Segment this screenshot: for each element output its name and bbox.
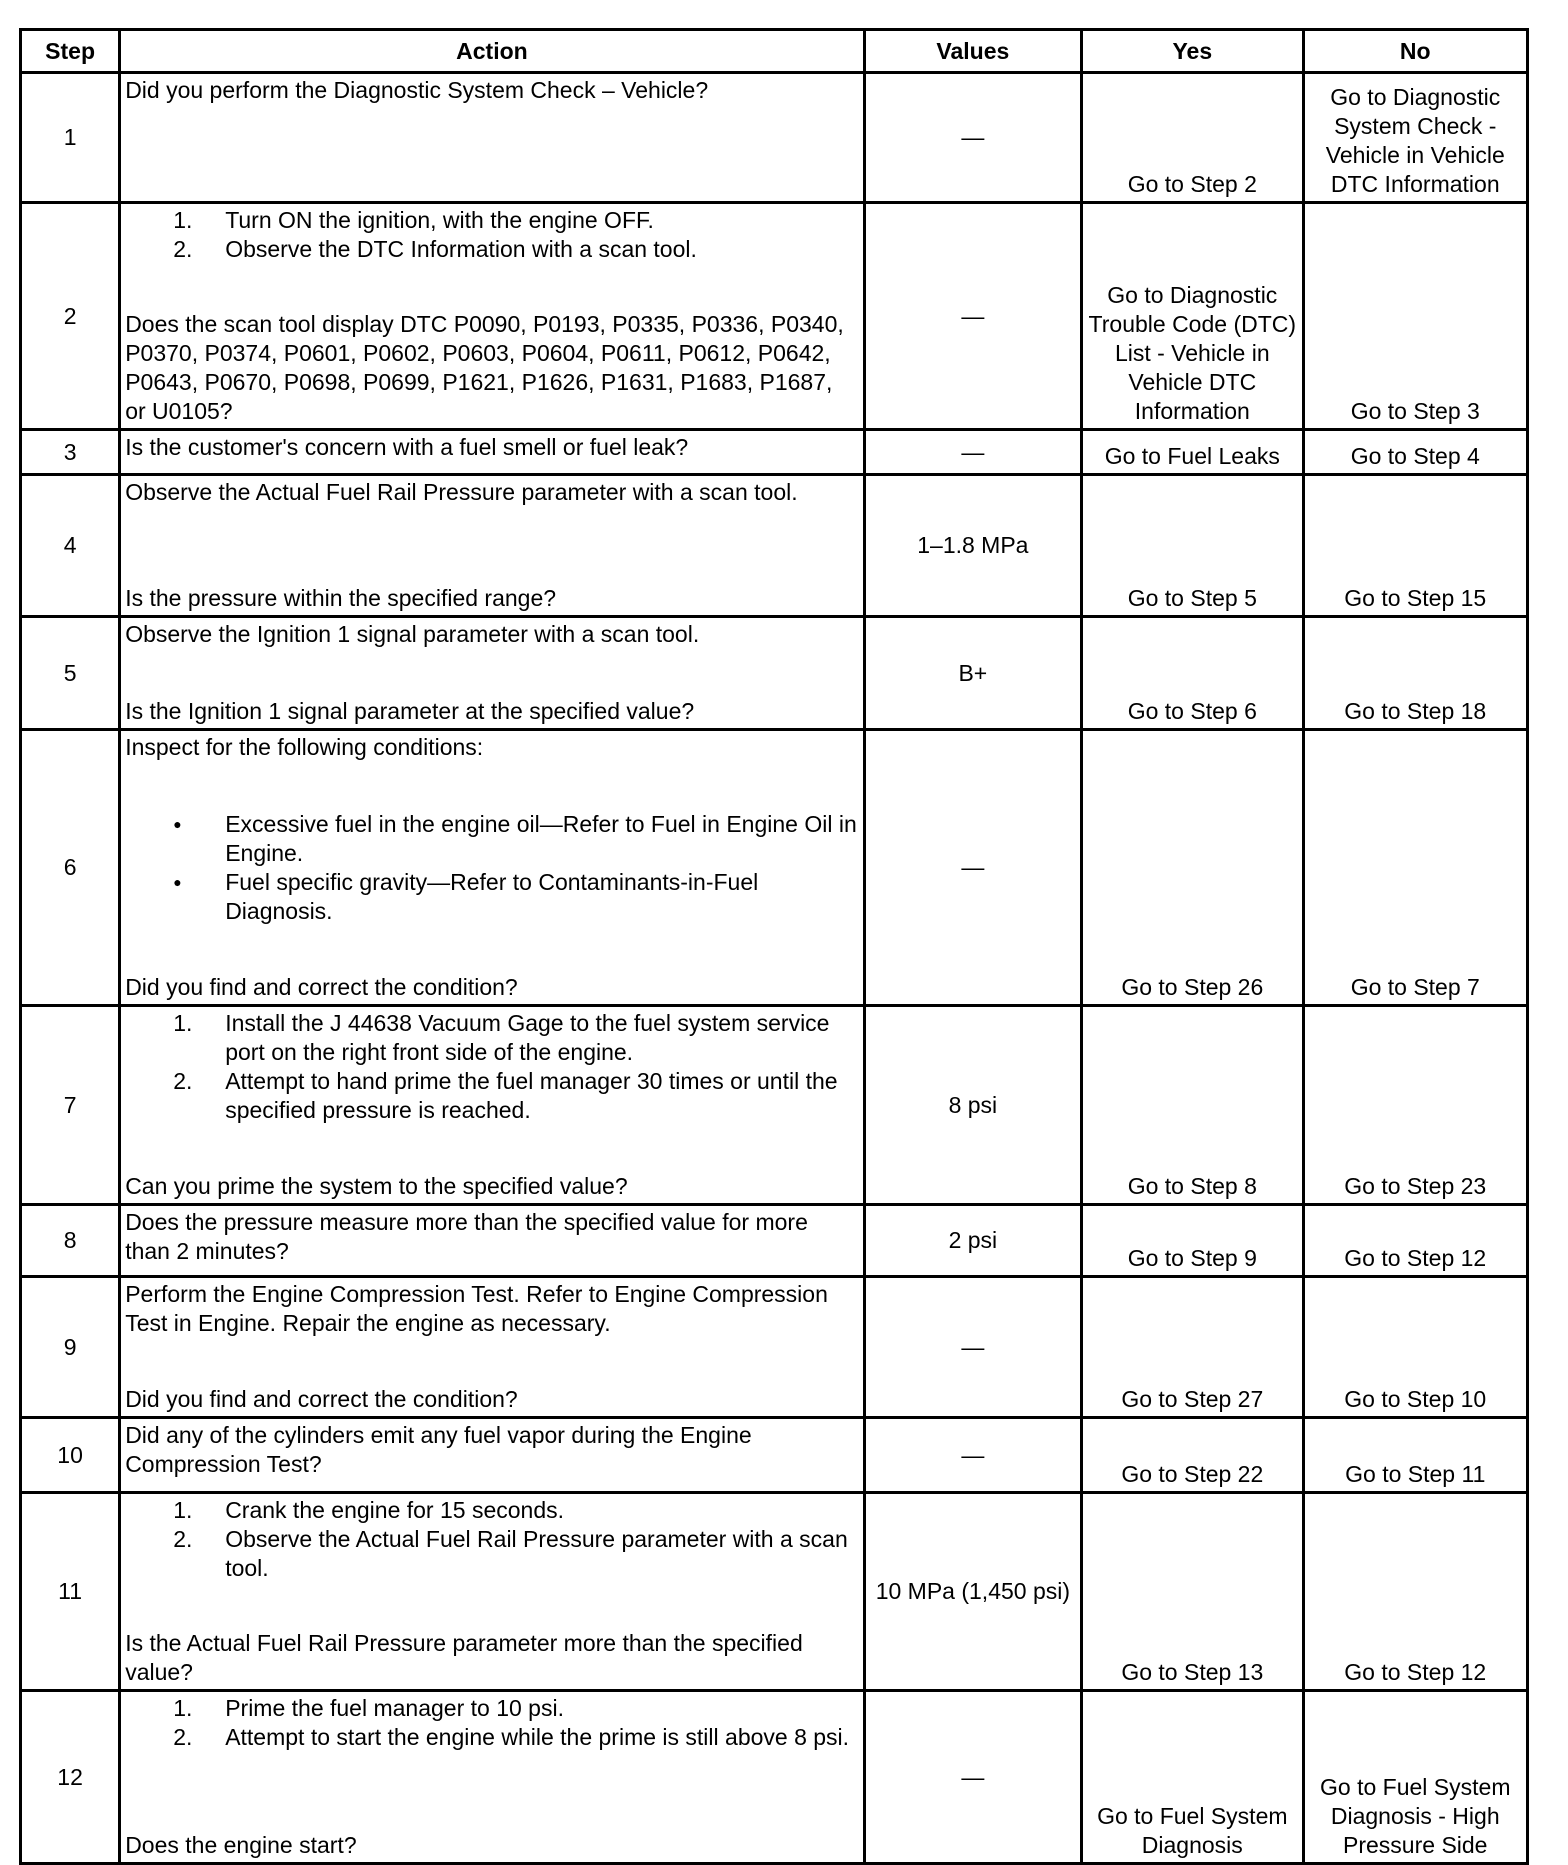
action-content	[121, 1692, 862, 1862]
table-row	[21, 1205, 1528, 1277]
step-number: 4	[21, 475, 120, 617]
no-cell: Go to Step 7	[1303, 730, 1527, 1006]
list-item-text: Attempt to hand prime the fuel manager 30 times or until the specified pressure is reached.	[225, 1068, 838, 1123]
step-number: 11	[21, 1493, 120, 1691]
action-content	[121, 431, 862, 473]
numbered-list	[125, 206, 858, 264]
step-number: 7	[21, 1006, 120, 1205]
header-yes: Yes	[1082, 30, 1303, 73]
step-number: 1	[21, 73, 120, 203]
list-item	[125, 1067, 858, 1125]
action-text: Is the Ignition 1 signal parameter at the specified value?	[125, 698, 695, 724]
no-cell: Go to Step 12	[1303, 1493, 1527, 1691]
action-cell	[120, 1277, 864, 1418]
numbered-list	[125, 1009, 858, 1125]
action-text: Did you find and correct the condition?	[125, 974, 518, 1000]
table-row	[21, 1493, 1528, 1691]
yes-cell: Go to Step 27	[1082, 1277, 1303, 1418]
no-cell: Go to Step 10	[1303, 1277, 1527, 1418]
action-cell	[120, 430, 864, 475]
step-number: 3	[21, 430, 120, 475]
list-item	[125, 235, 858, 264]
value-cell: —	[864, 730, 1081, 1006]
step-number: 8	[21, 1205, 120, 1277]
list-item	[125, 1694, 858, 1723]
yes-cell: Go to Step 5	[1082, 475, 1303, 617]
no-cell: Go to Fuel System Diagnosis - High Pressure Side	[1303, 1691, 1527, 1864]
action-text: Observe the Actual Fuel Rail Pressure parameter with a scan tool.	[125, 479, 798, 505]
table-row	[21, 1006, 1528, 1205]
action-cell	[120, 730, 864, 1006]
value-cell: 8 psi	[864, 1006, 1081, 1205]
yes-cell: Go to Step 2	[1082, 73, 1303, 203]
yes-cell: Go to Step 8	[1082, 1006, 1303, 1205]
list-number: 2.	[173, 1526, 193, 1552]
action-content	[121, 476, 862, 615]
step-number: 9	[21, 1277, 120, 1418]
table-row	[21, 475, 1528, 617]
action-cell	[120, 1006, 864, 1205]
list-item-text: Install the J 44638 Vacuum Gage to the fuel system service port on the right front side of the engine.	[225, 1010, 830, 1065]
no-cell: Go to Step 12	[1303, 1205, 1527, 1277]
value-cell: 2 psi	[864, 1205, 1081, 1277]
header-row	[21, 30, 1528, 73]
action-content	[121, 204, 862, 428]
value-cell: 10 MPa (1,450 psi)	[864, 1493, 1081, 1691]
table-row	[21, 430, 1528, 475]
no-cell: Go to Step 3	[1303, 203, 1527, 430]
list-item	[125, 868, 858, 926]
action-cell	[120, 1493, 864, 1691]
action-content	[121, 1419, 862, 1491]
step-number: 6	[21, 730, 120, 1006]
action-content	[121, 731, 862, 1004]
table-row	[21, 1277, 1528, 1418]
value-cell: —	[864, 203, 1081, 430]
yes-cell: Go to Step 6	[1082, 617, 1303, 730]
list-number: 1.	[173, 1695, 193, 1721]
header-values: Values	[864, 30, 1081, 73]
action-cell	[120, 1418, 864, 1493]
action-text: Can you prime the system to the specified value?	[125, 1173, 628, 1199]
step-number: 12	[21, 1691, 120, 1864]
table-row	[21, 730, 1528, 1006]
action-text: Observe the Ignition 1 signal parameter with a scan tool.	[125, 621, 700, 647]
list-item-text: Turn ON the ignition, with the engine OFF.	[225, 207, 654, 233]
action-text: Is the customer's concern with a fuel smell or fuel leak?	[125, 434, 689, 460]
action-content	[121, 74, 862, 201]
list-number: 1.	[173, 1497, 193, 1523]
list-item	[125, 1525, 858, 1583]
step-number: 5	[21, 617, 120, 730]
action-content	[121, 1007, 862, 1203]
table-row	[21, 1418, 1528, 1493]
action-text: Did you find and correct the condition?	[125, 1386, 518, 1412]
list-item-text: Fuel specific gravity—Refer to Contaminants-in-Fuel Diagnosis.	[225, 868, 759, 924]
action-text: Did you perform the Diagnostic System Check – Vehicle?	[125, 77, 709, 103]
yes-cell: Go to Step 9	[1082, 1205, 1303, 1277]
list-number: 2.	[173, 236, 193, 262]
no-cell: Go to Step 4	[1303, 430, 1527, 475]
action-cell	[120, 617, 864, 730]
no-cell: Go to Diagnostic System Check - Vehicle in Vehicle DTC Information	[1303, 73, 1527, 203]
action-content	[121, 618, 862, 728]
yes-cell: Go to Step 22	[1082, 1418, 1303, 1493]
header-step: Step	[21, 30, 120, 73]
value-cell: B+	[864, 617, 1081, 730]
value-cell: —	[864, 1418, 1081, 1493]
action-cell	[120, 1205, 864, 1277]
no-cell: Go to Step 15	[1303, 475, 1527, 617]
yes-cell: Go to Step 26	[1082, 730, 1303, 1006]
list-item	[125, 810, 858, 868]
list-item	[125, 1496, 858, 1525]
no-cell: Go to Step 11	[1303, 1418, 1527, 1493]
action-text: Did any of the cylinders emit any fuel vapor during the Engine Compression Test?	[125, 1422, 752, 1477]
table-row	[21, 73, 1528, 203]
bullet-list	[125, 810, 858, 926]
list-number: 2.	[173, 1068, 193, 1094]
header-no: No	[1303, 30, 1527, 73]
numbered-list	[125, 1496, 858, 1583]
header-action: Action	[120, 30, 864, 73]
action-text: Is the pressure within the specified range?	[125, 585, 557, 611]
value-cell: 1–1.8 MPa	[864, 475, 1081, 617]
list-item-text: Prime the fuel manager to 10 psi.	[225, 1695, 564, 1721]
step-number: 2	[21, 203, 120, 430]
yes-cell: Go to Step 13	[1082, 1493, 1303, 1691]
yes-cell: Go to Fuel Leaks	[1082, 430, 1303, 475]
action-text: Does the scan tool display DTC P0090, P0193, P0335, P0336, P0340, P0370, P0374, P0601, P0602, P0603, P0604, P0611, P0612, P0642, P0643, P0670, P0698, P0699, P1621, P1626, P1631, P1683, P1687, or U0105?	[125, 311, 844, 424]
action-cell	[120, 475, 864, 617]
action-text: Is the Actual Fuel Rail Pressure parameter more than the specified value?	[125, 1630, 803, 1685]
list-item-text: Attempt to start the engine while the prime is still above 8 psi.	[225, 1724, 850, 1750]
yes-cell: Go to Fuel System Diagnosis	[1082, 1691, 1303, 1864]
numbered-list	[125, 1694, 858, 1752]
value-cell: —	[864, 73, 1081, 203]
diagnostic-table	[19, 28, 1529, 1865]
action-content	[121, 1278, 862, 1416]
yes-cell: Go to Diagnostic Trouble Code (DTC) List - Vehicle in Vehicle DTC Information	[1082, 203, 1303, 430]
list-item-text: Crank the engine for 15 seconds.	[225, 1497, 565, 1523]
list-item	[125, 1723, 858, 1752]
bullet-icon: ●	[173, 815, 182, 832]
action-text: Perform the Engine Compression Test. Refer to Engine Compression Test in Engine. Repair the engine as necessary.	[125, 1281, 828, 1336]
action-cell	[120, 73, 864, 203]
action-content	[121, 1494, 862, 1689]
list-item	[125, 1009, 858, 1067]
no-cell: Go to Step 18	[1303, 617, 1527, 730]
value-cell: —	[864, 1691, 1081, 1864]
action-text: Inspect for the following conditions:	[125, 734, 484, 760]
step-number: 10	[21, 1418, 120, 1493]
list-number: 2.	[173, 1724, 193, 1750]
table-row	[21, 203, 1528, 430]
list-item	[125, 206, 858, 235]
no-cell: Go to Step 23	[1303, 1006, 1527, 1205]
list-number: 1.	[173, 207, 193, 233]
list-item-text: Observe the DTC Information with a scan tool.	[225, 236, 697, 262]
list-number: 1.	[173, 1010, 193, 1036]
value-cell: —	[864, 430, 1081, 475]
action-text: Does the engine start?	[125, 1832, 357, 1858]
table-row	[21, 617, 1528, 730]
list-item-text: Excessive fuel in the engine oil—Refer to Fuel in Engine Oil in Engine.	[225, 810, 857, 866]
value-cell: —	[864, 1277, 1081, 1418]
action-content	[121, 1206, 862, 1275]
list-item-text: Observe the Actual Fuel Rail Pressure parameter with a scan tool.	[225, 1526, 848, 1581]
bullet-icon: ●	[173, 873, 182, 890]
action-cell	[120, 203, 864, 430]
action-text: Does the pressure measure more than the specified value for more than 2 minutes?	[125, 1209, 808, 1264]
